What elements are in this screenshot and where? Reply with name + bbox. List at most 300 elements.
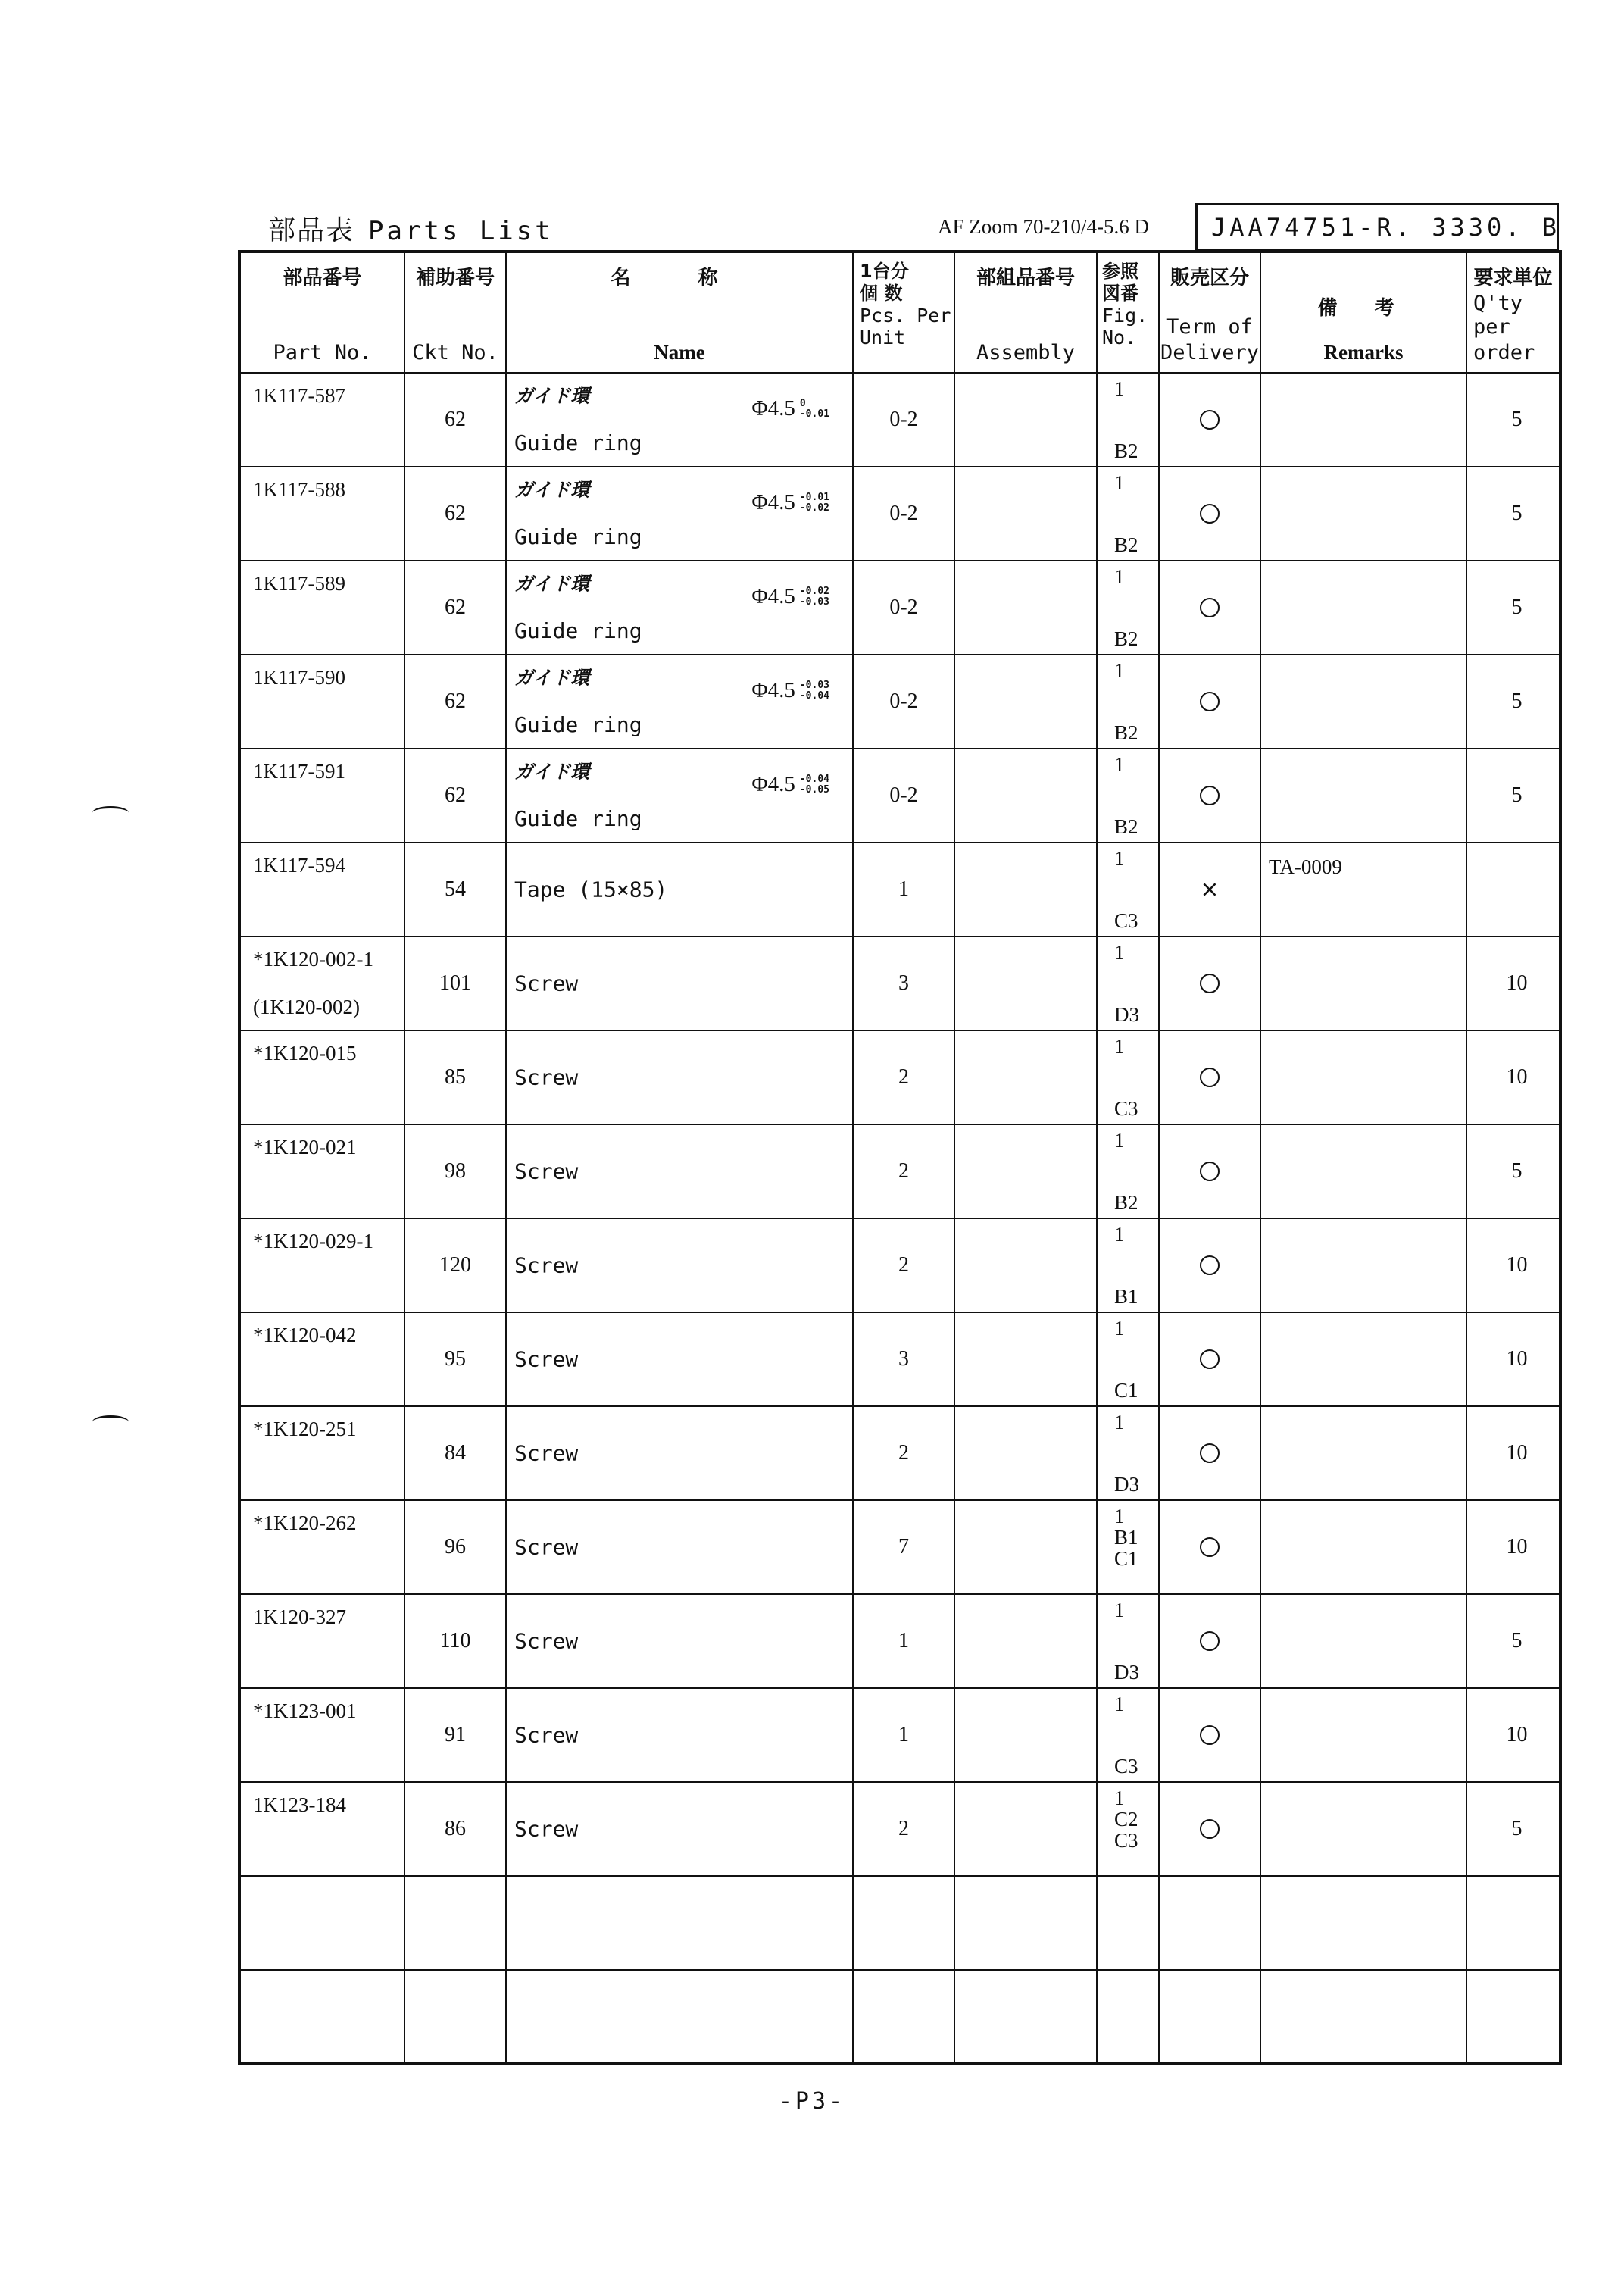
table-header-row — [239, 252, 1560, 373]
remarks-cell — [1260, 843, 1466, 936]
pcs-cell — [853, 1594, 954, 1688]
remarks-cell — [1260, 1218, 1466, 1312]
col-part-no — [239, 252, 404, 373]
part-no-cell — [239, 655, 404, 749]
fig-ref — [1114, 378, 1138, 461]
pcs-cell — [853, 749, 954, 843]
ckt-no-cell — [404, 1030, 506, 1124]
remarks-cell — [1260, 373, 1466, 467]
part-no-cell — [239, 561, 404, 655]
pcs-per-unit: 3 — [898, 971, 909, 995]
document-title — [268, 209, 554, 248]
pcs-per-unit: 0-2 — [889, 689, 918, 713]
fig-cell — [1097, 1312, 1159, 1406]
available-circle-mark — [1200, 1443, 1220, 1463]
fig-ref-value: 1 — [1114, 1411, 1125, 1434]
pcs-per-unit: 0-2 — [889, 502, 918, 525]
part-number: 1K117-591 — [253, 760, 345, 783]
table-row — [239, 1782, 1560, 1876]
pcs-cell — [853, 1218, 954, 1312]
part-name: Screw — [514, 1346, 579, 1372]
pcs-cell — [853, 1688, 954, 1782]
tolerance-lower: -0.01 — [799, 408, 829, 420]
qty-per-order: 10 — [1506, 1441, 1528, 1465]
term-cell — [1159, 655, 1260, 749]
fig-ref-value: 1 — [1114, 471, 1125, 494]
unavailable-cross-mark: × — [1200, 876, 1220, 903]
header-label: 補助番号 — [415, 267, 495, 289]
qty-per-order: 10 — [1506, 1535, 1528, 1559]
ckt-number: 85 — [445, 1065, 466, 1089]
available-circle-mark — [1200, 1162, 1220, 1181]
part-no-cell — [239, 749, 404, 843]
pcs-per-unit: 2 — [898, 1441, 909, 1465]
dimension-value: Φ4.5 — [751, 584, 795, 608]
available-circle-mark — [1200, 504, 1220, 524]
dimension — [751, 396, 829, 421]
ckt-no-cell — [404, 936, 506, 1030]
fig-ref — [1114, 1599, 1139, 1683]
fig-ref-value: C1 — [1114, 1379, 1138, 1402]
term-cell — [1159, 1970, 1260, 2064]
fig-ref-value: 1 — [1114, 1129, 1125, 1152]
fig-cell — [1097, 1500, 1159, 1594]
fig-cell — [1097, 843, 1159, 936]
dimension — [751, 584, 829, 609]
part-number: *1K120-002-1 — [253, 948, 373, 971]
assembly-cell — [954, 843, 1097, 936]
assembly-cell — [954, 373, 1097, 467]
name-cell — [506, 1970, 853, 2064]
remarks-cell — [1260, 1500, 1466, 1594]
assembly-cell — [954, 1406, 1097, 1500]
fig-ref-value: 1 — [1114, 377, 1125, 400]
pcs-per-unit: 0-2 — [889, 408, 918, 431]
pcs-cell — [853, 843, 954, 936]
header-label: 個 数 — [860, 283, 903, 304]
col-fig — [1097, 252, 1159, 373]
remarks-cell — [1260, 1970, 1466, 2064]
fig-ref-value: D3 — [1114, 1473, 1139, 1496]
table-row — [239, 749, 1560, 843]
term-cell — [1159, 467, 1260, 561]
pcs-per-unit: 1 — [898, 1629, 909, 1652]
part-number: *1K120-042 — [253, 1324, 357, 1346]
qty-cell — [1466, 1030, 1560, 1124]
part-number: *1K120-251 — [253, 1418, 357, 1440]
fig-ref — [1114, 472, 1138, 555]
part-name: Screw — [514, 1628, 579, 1654]
header-label: No. — [1102, 327, 1137, 349]
available-circle-mark — [1200, 974, 1220, 993]
col-order — [1466, 252, 1560, 373]
fig-ref — [1114, 942, 1139, 1025]
fig-ref-value: 1 — [1114, 659, 1125, 682]
ckt-no-cell — [404, 1876, 506, 1970]
qty-cell — [1466, 1406, 1560, 1500]
qty-per-order: 10 — [1506, 1253, 1528, 1277]
fig-cell — [1097, 1124, 1159, 1218]
table-row — [239, 1594, 1560, 1688]
tolerance-lower: -0.02 — [799, 502, 829, 514]
fig-ref — [1114, 1224, 1138, 1307]
qty-per-order: 10 — [1506, 971, 1528, 995]
part-name: Screw — [514, 1816, 579, 1842]
dimension-value: Φ4.5 — [751, 772, 795, 796]
assembly-cell — [954, 1782, 1097, 1876]
name-cell — [506, 1030, 853, 1124]
qty-cell — [1466, 1124, 1560, 1218]
pcs-cell — [853, 1970, 954, 2064]
name-cell — [506, 1876, 853, 1970]
name-cell — [506, 1406, 853, 1500]
ckt-number: 120 — [439, 1253, 471, 1277]
ckt-no-cell — [404, 1782, 506, 1876]
fig-cell — [1097, 561, 1159, 655]
table-row — [239, 467, 1560, 561]
part-name-ja: ガイド環 — [514, 761, 590, 783]
qty-per-order: 10 — [1506, 1065, 1528, 1089]
tolerance-upper: 0 — [799, 397, 806, 409]
part-no-cell — [239, 1124, 404, 1218]
name-cell — [506, 936, 853, 1030]
fig-ref-value: C3 — [1114, 1755, 1138, 1777]
qty-per-order: 5 — [1511, 689, 1522, 713]
part-name: Screw — [514, 1065, 579, 1090]
remarks-cell — [1260, 561, 1466, 655]
qty-cell — [1466, 467, 1560, 561]
table-row — [239, 1030, 1560, 1124]
ckt-no-cell — [404, 843, 506, 936]
header-label: 参照 — [1102, 261, 1138, 282]
remarks-cell — [1260, 1782, 1466, 1876]
fig-ref-value: B1 — [1114, 1285, 1138, 1308]
tolerance — [800, 399, 829, 420]
qty-per-order: 5 — [1511, 596, 1522, 619]
part-no-cell — [239, 1500, 404, 1594]
fig-ref-value: B1 — [1114, 1526, 1138, 1549]
remarks-cell — [1260, 1876, 1466, 1970]
header-label: 部品番号 — [283, 267, 362, 289]
fig-ref — [1114, 848, 1138, 931]
fig-ref — [1114, 660, 1138, 743]
fig-ref-value: C3 — [1114, 1829, 1138, 1852]
fig-ref-value: B2 — [1114, 1191, 1138, 1214]
available-circle-mark — [1200, 1725, 1220, 1745]
tolerance-lower: -0.05 — [799, 783, 829, 796]
pcs-per-unit: 2 — [898, 1253, 909, 1277]
qty-cell — [1466, 936, 1560, 1030]
table-row — [239, 1406, 1560, 1500]
table-body — [239, 373, 1560, 2064]
header-label: Ckt No. — [412, 341, 498, 364]
qty-per-order: 5 — [1511, 1629, 1522, 1652]
tolerance-upper: -0.03 — [799, 679, 829, 691]
tolerance-upper: -0.04 — [799, 773, 829, 785]
pcs-cell — [853, 1030, 954, 1124]
fig-cell — [1097, 1688, 1159, 1782]
fig-ref-value: B2 — [1114, 815, 1138, 838]
assembly-cell — [954, 1876, 1097, 1970]
fig-ref-value: 1 — [1114, 847, 1125, 870]
doc-number: JAA74751-R. 3330. B — [1195, 203, 1559, 252]
fig-ref-value: 1 — [1114, 1223, 1125, 1246]
col-ckt-no — [404, 252, 506, 373]
remarks-cell — [1260, 467, 1466, 561]
assembly-cell — [954, 1030, 1097, 1124]
ckt-number: 84 — [445, 1441, 466, 1465]
fig-ref-value: C2 — [1114, 1808, 1138, 1831]
qty-cell — [1466, 1688, 1560, 1782]
fig-ref — [1114, 1318, 1138, 1401]
term-cell — [1159, 1876, 1260, 1970]
qty-cell — [1466, 1970, 1560, 2064]
header-label: 販売区分 — [1170, 267, 1249, 289]
pcs-per-unit: 2 — [898, 1159, 909, 1183]
available-circle-mark — [1200, 1349, 1220, 1369]
name-cell — [506, 1594, 853, 1688]
assembly-cell — [954, 936, 1097, 1030]
header-label: Pcs. Per — [860, 305, 951, 327]
binder-hole-mark — [92, 1415, 129, 1428]
qty-per-order: 5 — [1511, 408, 1522, 431]
qty-per-order: 5 — [1511, 502, 1522, 525]
header-label: 図番 — [1102, 283, 1138, 304]
ckt-no-cell — [404, 1500, 506, 1594]
fig-ref-value: 1 — [1114, 565, 1125, 588]
term-cell — [1159, 373, 1260, 467]
ckt-number: 101 — [439, 971, 471, 995]
pcs-cell — [853, 1500, 954, 1594]
assembly-cell — [954, 467, 1097, 561]
qty-cell — [1466, 655, 1560, 749]
term-cell — [1159, 1312, 1260, 1406]
ckt-number: 62 — [445, 408, 466, 431]
title-en: Parts List — [368, 216, 554, 246]
available-circle-mark — [1200, 692, 1220, 711]
assembly-cell — [954, 1594, 1097, 1688]
term-cell — [1159, 1406, 1260, 1500]
part-no-cell — [239, 373, 404, 467]
parts-table — [238, 250, 1562, 2065]
tolerance-upper: -0.02 — [799, 585, 829, 597]
tolerance — [800, 774, 829, 796]
term-cell — [1159, 561, 1260, 655]
assembly-cell — [954, 1312, 1097, 1406]
part-name-en: Guide ring — [514, 806, 642, 831]
remarks-cell — [1260, 936, 1466, 1030]
name-cell — [506, 467, 853, 561]
term-cell — [1159, 936, 1260, 1030]
qty-cell — [1466, 1594, 1560, 1688]
part-name-ja: ガイド環 — [514, 573, 590, 595]
fig-ref — [1114, 1505, 1138, 1589]
header-label: 要求単位 — [1473, 267, 1553, 289]
part-no-cell — [239, 467, 404, 561]
ckt-no-cell — [404, 655, 506, 749]
fig-cell — [1097, 1876, 1159, 1970]
fig-ref-value: C1 — [1114, 1547, 1138, 1570]
header-label: Name — [654, 341, 705, 364]
part-no-cell — [239, 1970, 404, 2064]
term-cell — [1159, 1124, 1260, 1218]
term-cell — [1159, 749, 1260, 843]
ckt-no-cell — [404, 1970, 506, 2064]
ckt-number: 62 — [445, 689, 466, 713]
table-row — [239, 936, 1560, 1030]
pcs-cell — [853, 655, 954, 749]
fig-cell — [1097, 1030, 1159, 1124]
dimension-value: Φ4.5 — [751, 396, 795, 421]
available-circle-mark — [1200, 1819, 1220, 1839]
dimension-value: Φ4.5 — [751, 678, 795, 702]
ckt-number: 62 — [445, 502, 466, 525]
fig-cell — [1097, 1406, 1159, 1500]
name-cell — [506, 749, 853, 843]
fig-ref-value: C3 — [1114, 1097, 1138, 1120]
fig-ref — [1114, 1412, 1139, 1495]
part-number: *1K123-001 — [253, 1699, 357, 1722]
header-label: Delivery — [1160, 341, 1260, 364]
header-label: 部組品番号 — [976, 267, 1075, 289]
header-label: 名 称 — [611, 267, 748, 289]
qty-cell — [1466, 1876, 1560, 1970]
available-circle-mark — [1200, 410, 1220, 430]
table-row — [239, 373, 1560, 467]
dimension-value: Φ4.5 — [751, 490, 795, 514]
available-circle-mark — [1200, 786, 1220, 805]
term-cell — [1159, 1782, 1260, 1876]
assembly-cell — [954, 561, 1097, 655]
remarks-text: TA-0009 — [1269, 855, 1342, 878]
part-number-alt: (1K120-002) — [253, 996, 360, 1018]
fig-ref-value: 1 — [1114, 1317, 1125, 1340]
part-number: *1K120-029-1 — [253, 1230, 373, 1252]
part-no-cell — [239, 843, 404, 936]
pcs-per-unit: 1 — [898, 877, 909, 901]
part-number: 1K120-327 — [253, 1605, 346, 1628]
assembly-cell — [954, 655, 1097, 749]
fig-ref-value: D3 — [1114, 1003, 1139, 1026]
qty-per-order: 10 — [1506, 1347, 1528, 1371]
part-name-en: Guide ring — [514, 524, 642, 549]
pcs-cell — [853, 561, 954, 655]
qty-cell — [1466, 1312, 1560, 1406]
qty-per-order: 10 — [1506, 1723, 1528, 1746]
part-name-en: Guide ring — [514, 712, 642, 737]
page-number: -P3- — [778, 2088, 846, 2115]
available-circle-mark — [1200, 1255, 1220, 1275]
pcs-per-unit: 2 — [898, 1817, 909, 1840]
term-cell — [1159, 1218, 1260, 1312]
term-cell — [1159, 1030, 1260, 1124]
tolerance-upper: -0.01 — [799, 491, 829, 503]
fig-cell — [1097, 936, 1159, 1030]
fig-ref-value: B2 — [1114, 439, 1138, 462]
fig-cell — [1097, 749, 1159, 843]
tolerance — [800, 492, 829, 514]
fig-ref-value: 1 — [1114, 753, 1125, 776]
ckt-number: 54 — [445, 877, 466, 901]
term-cell — [1159, 1594, 1260, 1688]
available-circle-mark — [1200, 598, 1220, 617]
qty-cell — [1466, 749, 1560, 843]
part-no-cell — [239, 1688, 404, 1782]
term-cell — [1159, 1688, 1260, 1782]
header-label: order — [1473, 341, 1535, 364]
qty-per-order: 5 — [1511, 783, 1522, 807]
fig-ref-value: 1 — [1114, 1035, 1125, 1058]
qty-cell — [1466, 561, 1560, 655]
qty-cell — [1466, 1782, 1560, 1876]
pcs-per-unit: 7 — [898, 1535, 909, 1559]
tolerance — [800, 586, 829, 608]
dimension — [751, 772, 829, 797]
pcs-cell — [853, 1312, 954, 1406]
ckt-number: 110 — [439, 1629, 471, 1652]
part-number: *1K120-021 — [253, 1136, 357, 1158]
fig-ref — [1114, 1787, 1138, 1871]
col-remarks — [1260, 252, 1466, 373]
ckt-number: 62 — [445, 783, 466, 807]
header-label: Unit — [860, 327, 906, 349]
table-row — [239, 843, 1560, 936]
ckt-no-cell — [404, 561, 506, 655]
part-number: 1K117-589 — [253, 572, 345, 595]
ckt-number: 86 — [445, 1817, 466, 1840]
col-assembly — [954, 252, 1097, 373]
pcs-cell — [853, 373, 954, 467]
name-cell — [506, 561, 853, 655]
ckt-no-cell — [404, 373, 506, 467]
ckt-number: 98 — [445, 1159, 466, 1183]
ckt-number: 96 — [445, 1535, 466, 1559]
ckt-no-cell — [404, 1124, 506, 1218]
remarks-cell — [1260, 1688, 1466, 1782]
fig-cell — [1097, 1218, 1159, 1312]
pcs-cell — [853, 1124, 954, 1218]
dimension — [751, 678, 829, 703]
part-no-cell — [239, 1782, 404, 1876]
col-term — [1159, 252, 1260, 373]
pcs-cell — [853, 467, 954, 561]
part-no-cell — [239, 1218, 404, 1312]
fig-cell — [1097, 1594, 1159, 1688]
assembly-cell — [954, 1688, 1097, 1782]
name-cell — [506, 1218, 853, 1312]
title-ja: 部品表 — [268, 215, 355, 246]
part-name-ja: ガイド環 — [514, 385, 590, 407]
available-circle-mark — [1200, 1537, 1220, 1557]
tolerance-lower: -0.03 — [799, 596, 829, 608]
name-cell — [506, 373, 853, 467]
ckt-no-cell — [404, 467, 506, 561]
name-cell — [506, 1312, 853, 1406]
term-cell — [1159, 843, 1260, 936]
model-name: AF Zoom 70-210/4-5.6 D — [938, 215, 1149, 238]
part-number: 1K117-588 — [253, 478, 345, 501]
header-label: Fig. — [1102, 305, 1148, 327]
available-circle-mark — [1200, 1068, 1220, 1087]
header-label: Remarks — [1323, 341, 1404, 364]
remarks-cell — [1260, 1312, 1466, 1406]
remarks-cell — [1260, 1594, 1466, 1688]
part-no-cell — [239, 1406, 404, 1500]
part-name: Tape (15×85) — [514, 877, 668, 902]
part-number: *1K120-262 — [253, 1512, 357, 1534]
table-row — [239, 1688, 1560, 1782]
header-label: Term of — [1166, 315, 1253, 339]
